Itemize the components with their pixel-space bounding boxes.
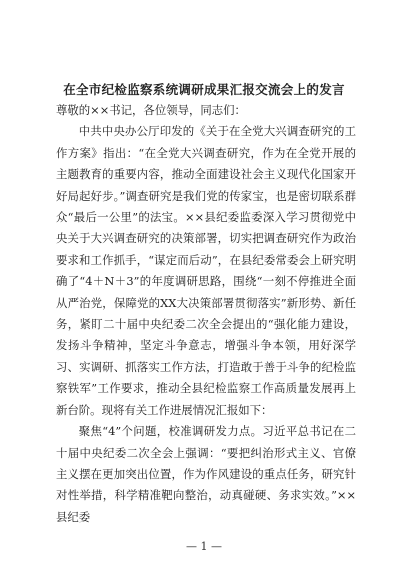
page-number: — 1 — bbox=[186, 540, 222, 553]
salutation: 尊敬的××书记，各位领导，同志们： bbox=[56, 103, 246, 117]
document-title: 在全市纪检监察系统调研成果汇报交流会上的发言 bbox=[63, 82, 345, 97]
paragraph-focus: 聚焦“4”个问题，校准调研发力点。习近平总书记在二十届中央纪委二次全会上强调：“要把纠治形式主义、官僚主义摆在更加突出位置，作为作风建设的重点任务，研究针对性举措，科学精准靶向整治，动真碰硬、务求实效。”××县纪委 bbox=[56, 424, 356, 524]
paragraph-intro: 中共中央办公厅印发的《关于在全党大兴调查研究的工作方案》指出：“在全党大兴调查研究，作为在全党开展的主题教育的重要内容，推动全面建设社会主义现代化国家开好局起好步。”调查研究是我们党的传家宝，也是密切联系群众“最后一公里”的法宝。××县纪委监委深入学习贯彻党中央关于大兴调查研究的决策部署，切实把调查研究作为政治要求和工作抓手，“谋定而后动”，在县纪委常委会上研究明确了“4＋N＋3”的年度调研思路，围绕“一刻不停推进全面从严治党，保障党的XX大决策部署贯彻落实”新形势、新任务，紧盯二十届中央纪委二次全会提出的“强化能力建设，发扬斗争精神，坚定斗争意志，增强斗争本领，用好深学习、实调研、抓落实工作方法，打造敢于善于斗争的纪检监察铁军”工作要求，推动全县纪检监察工作高质量发展再上新台阶。现将有关工作进展情况汇报如下： bbox=[56, 124, 356, 417]
document-body bbox=[56, 100, 356, 528]
